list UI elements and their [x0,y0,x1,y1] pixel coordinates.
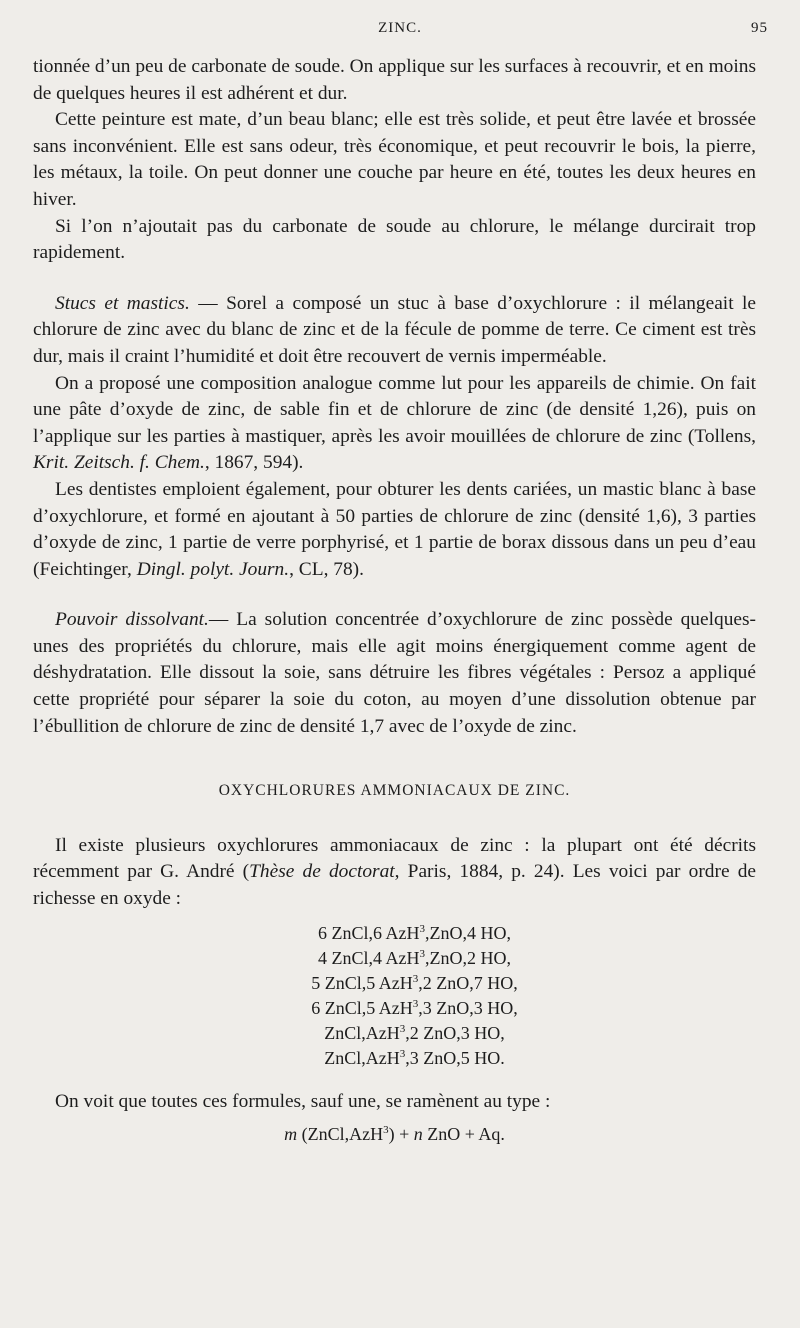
formula-line: 5 ZnCl,5 AzH$^3$,2 ZnO,7 HO, [311,972,518,993]
reference-tollens: Krit. Zeitsch. f. Chem. [33,452,205,474]
paragraph-1: tionnée d’un peu de carbonate de soude. On applique sur les surfaces à recouvrir, et en moins de quelques heures il est adhérent et dur. [33,56,756,104]
paragraph-6 [33,477,756,583]
reference-feichtinger: Dingl. polyt. Journ. [136,558,290,580]
paragraph-5-text-a: On a proposé une composition analogue comme lut pour les appareils de chimie. On fait une pâte d’oxyde de zinc, de sable fin et de chlorure de zinc (de densité 1,26), puis on l’applique sur les parties à mastiquer, après les avoir mouillées de chlorure de zinc (Tollens, [33,372,756,447]
formula-line: ZnCl,AzH$^3$,3 ZnO,5 HO. [324,1047,505,1068]
paragraph-6-text-a: Les dentistes emploient également, pour obturer les dents cariées, un mastic blanc à base d’oxychlorure, et formé en ajoutant à 50 parties de chlorure de zinc (densité 1,6), 3 parties d’oxyde de zinc, 1 partie de verre porphyrisé, et 1 partie de borax dissous dans un peu d’eau (Feichtinger, [33,478,756,580]
page-number: 95 [751,20,768,36]
running-title: ZINC. [378,20,422,36]
paragraph-6-text-b: , CL, 78). [289,558,364,580]
running-header [0,20,800,44]
paragraph-9: On voit que toutes ces formules, sauf une, se ramènent au type : [55,1090,551,1112]
paragraph-3: Si l’on n’ajoutait pas du carbonate de soude au chlorure, le mélange durcirait trop rapidement. [33,215,756,264]
type-formula: m (ZnCl,AzH$^3$) + n ZnO + Aq. [284,1124,505,1145]
paragraph-5 [33,371,756,477]
page-body [33,54,756,1148]
formula-list [73,921,756,1071]
formula-line: 4 ZnCl,4 AzH$^3$,ZnO,2 HO, [318,947,511,968]
section-heading: OXYCHLORURES AMMONIACAUX DE ZINC. [218,782,571,800]
paragraph-stucs-text: — Sorel a composé un stuc à base d’oxychlorure : il mélangeait le chlorure de zinc avec du blanc de zinc et de la fécule de pomme de terre. Ce ciment est très dur, mais il craint l’humidité et doit être recouvert de vernis imperméable. [33,292,757,367]
paragraph-pouvoir-text: — La solution concentrée d’oxychlorure de zinc possède quelques-unes des propriétés du chlorure, mais elle agit moins énergiquement comme agent de déshydratation. Elle dissout la soie, sans détruire les fibres végétales : Persoz a appliqué cette propriété pour séparer la soie du coton, au moyen d’une dissolution obtenue par l’ébullition de chlorure de zinc de densité 1,7 avec de l’oxyde de zinc. [33,609,757,737]
formula-line: 6 ZnCl,6 AzH$^3$,ZnO,4 HO, [318,922,511,943]
paragraph-8-text-a: Il existe plusieurs oxychlorures ammoniacaux de zinc : la plupart ont été décrits récemment par G. André ( [33,834,756,883]
paragraph-2: Cette peinture est mate, d’un beau blanc; elle est très solide, et peut être lavée et brossée sans inconvénient. Elle est sans odeur, très économique, et peut recouvrir le bois, la pierre, les métaux, la toile. On peut donner une couche par heure en été, toutes les deux heures en hiver. [33,109,756,210]
paragraph-8 [33,833,756,913]
reference-andre: Thèse de doctorat [249,861,395,883]
paragraph-8-text-b: , Paris, 1884, p. 24). Les voici par ordre de richesse en oxyde : [33,861,756,910]
formula-line: 6 ZnCl,5 AzH$^3$,3 ZnO,3 HO, [311,997,518,1018]
section-title-pouvoir: Pouvoir dissolvant. [55,609,209,631]
paragraph-stucs [33,291,756,371]
section-title-stucs: Stucs et mastics. [55,292,190,314]
paragraph-pouvoir [33,607,756,740]
formula-line: ZnCl,AzH$^3$,2 ZnO,3 HO, [324,1022,505,1043]
paragraph-5-text-b: , 1867, 594). [204,452,304,474]
